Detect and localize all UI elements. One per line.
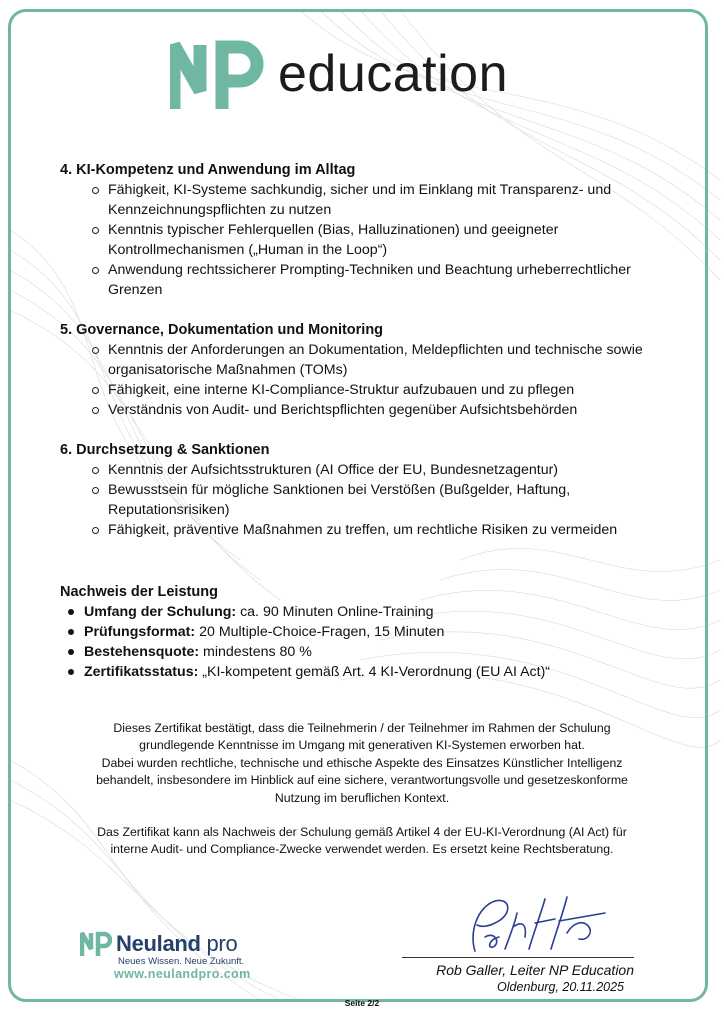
- usage-line: interne Audit- und Compliance-Zwecke verwendet werden. Es ersetzt keine Rechtsberatung.: [110, 842, 614, 857]
- section-list: [60, 180, 680, 300]
- proof-label: Prüfungsformat:: [84, 624, 196, 640]
- certificate-statement: [62, 720, 662, 807]
- list-item: Fähigkeit, eine interne KI-Compliance-Struktur aufzubauen und zu pflegen: [108, 380, 680, 400]
- section-list: [60, 340, 680, 420]
- proof-value: „KI-kompetent gemäß Art. 4 KI-Verordnung (EU AI Act)“: [202, 664, 551, 680]
- statement-line: Nutzung im beruflichen Kontext.: [274, 790, 450, 805]
- neuland-pro-logo: [80, 930, 251, 981]
- section-title: 4. KI-Kompetenz und Anwendung im Alltag: [60, 162, 356, 178]
- list-item: Bewusstsein für mögliche Sanktionen bei Verstößen (Bußgelder, Haftung, Reputationsrisiken): [108, 480, 680, 520]
- section-title: 6. Durchsetzung & Sanktionen: [60, 442, 270, 458]
- proof-value: mindestens 80 %: [203, 644, 312, 660]
- proof-of-performance: [60, 582, 680, 682]
- brand-main: Neuland: [116, 931, 201, 956]
- section-list: [60, 460, 680, 540]
- statement-line: behandelt, insbesondere im Hinblick auf eine sichere, verantwortungsvolle und gesetzeskonforme: [96, 773, 628, 788]
- proof-item: [84, 662, 680, 682]
- competency-sections: [60, 160, 680, 560]
- handwritten-signature: [455, 893, 615, 957]
- list-item: Verständnis von Audit- und Berichtspflichten gegenüber Aufsichtsbehörden: [108, 400, 680, 420]
- statement-line: Dieses Zertifikat bestätigt, dass die Teilnehmerin / der Teilnehmer im Rahmen der Schulung: [113, 721, 611, 735]
- brand-url: www.neulandpro.com: [114, 967, 251, 981]
- proof-label: Zertifikatsstatus:: [84, 664, 199, 680]
- signer-name: Rob Galler, Leiter NP Education: [436, 962, 634, 978]
- section-6: [60, 440, 680, 540]
- proof-title: Nachweis der Leistung: [60, 584, 218, 600]
- proof-item: [84, 602, 680, 622]
- np-education-logo: [170, 36, 508, 116]
- section-4: [60, 160, 680, 300]
- proof-value: 20 Multiple-Choice-Fragen, 15 Minuten: [199, 624, 445, 640]
- page-number: Seite 2/2: [344, 998, 380, 1008]
- proof-item: [84, 622, 680, 642]
- proof-list: [60, 602, 680, 682]
- np-small-logo-icon: [80, 930, 112, 958]
- signature-line: [402, 957, 634, 958]
- statement-line: Dabei wurden rechtliche, technische und ethische Aspekte des Einsatzes Künstlicher Intelligenz: [101, 755, 623, 770]
- proof-value: ca. 90 Minuten Online-Training: [240, 604, 434, 620]
- section-title: 5. Governance, Dokumentation und Monitoring: [60, 322, 384, 338]
- list-item: Fähigkeit, präventive Maßnahmen zu treffen, um rechtliche Risiken zu vermeiden: [108, 520, 680, 540]
- brand-suffix: pro: [206, 931, 238, 956]
- statement-line: grundlegende Kenntnisse im Umgang mit generativen KI-Systemen erworben hat.: [139, 738, 585, 753]
- np-logo-mark-icon: [170, 39, 270, 113]
- usage-note: [62, 824, 662, 859]
- list-item: Anwendung rechtssicherer Prompting-Techniken und Beachtung urheberrechtlicher Grenzen: [108, 260, 680, 300]
- list-item: Kenntnis der Anforderungen an Dokumentation, Meldepflichten und technische sowie organisatorische Maßnahmen (TOMs): [108, 340, 680, 380]
- brand-name: [116, 931, 237, 957]
- logo-wordmark: education: [278, 45, 509, 103]
- proof-label: Umfang der Schulung:: [84, 604, 237, 620]
- proof-item: [84, 642, 680, 662]
- list-item: Kenntnis typischer Fehlerquellen (Bias, Halluzinationen) und geeigneter Kontrollmechanismen („Human in the Loop“): [108, 220, 680, 260]
- section-5: [60, 320, 680, 420]
- list-item: Fähigkeit, KI-Systeme sachkundig, sicher und im Einklang mit Transparenz- und Kennzeichnungspflichten zu nutzen: [108, 180, 680, 220]
- place-date: Oldenburg, 20.11.2025: [497, 980, 624, 994]
- proof-label: Bestehensquote:: [84, 644, 200, 660]
- list-item: Kenntnis der Aufsichtsstrukturen (AI Office der EU, Bundesnetzagentur): [108, 460, 680, 480]
- brand-tagline: Neues Wissen. Neue Zukunft.: [118, 956, 245, 967]
- usage-line: Das Zertifikat kann als Nachweis der Schulung gemäß Artikel 4 der EU-KI-Verordnung (AI Act) für: [97, 825, 627, 839]
